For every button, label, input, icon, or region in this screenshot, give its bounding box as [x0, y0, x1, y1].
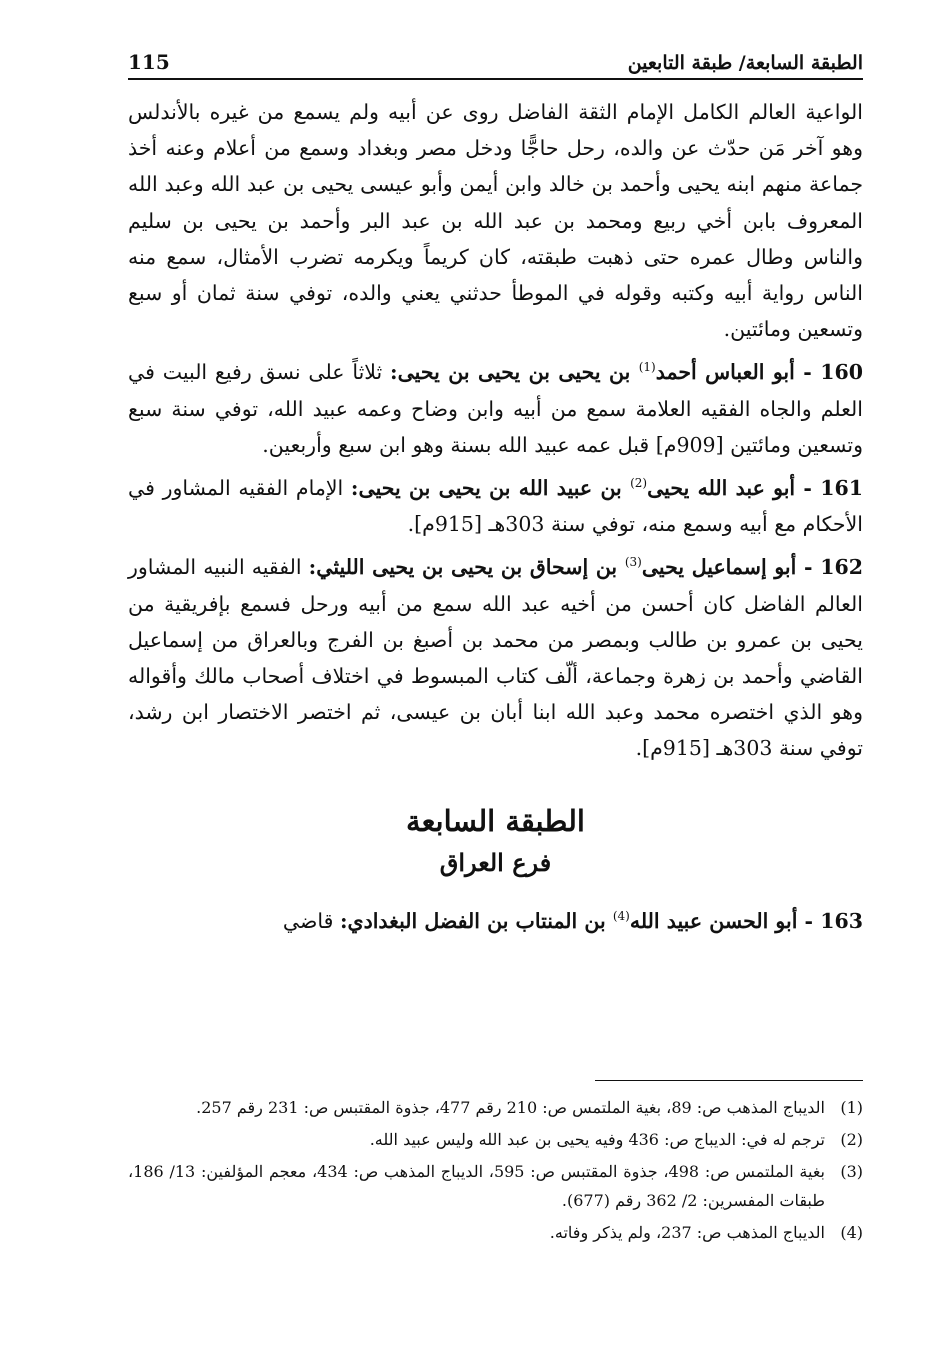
footnote-ref[interactable]: (2): [630, 476, 648, 491]
footnote-text: ترجم له في: الديباج ص: 436 وفيه يحيى بن عبد الله وليس عبيد الله.: [369, 1130, 825, 1149]
entry-heading-rest: بن المنتاب بن الفضل البغدادي:: [339, 908, 613, 933]
entry-heading: 162 - أبو إسماعيل يحيى: [641, 555, 863, 580]
entry-heading-rest: بن إسحاق بن يحيى بن يحيى الليثي:: [308, 555, 625, 580]
running-header: [128, 40, 863, 80]
section-title: الطبقة السابعة: [406, 803, 585, 838]
entry-160: [128, 354, 863, 463]
entry-text: الفقيه النبيه المشاور العالم الفاضل كان أحسن من أخيه عبد الله سمع من أبيه ورحل فسمع بإفريقية من يحيى بن عمرو بن طالب وبمصر من محمد بن أصبغ بن الفرج وبالعراق من إسماعيل القاضي وأحمد بن زهرة وجماعة، ألّف كتاب المبسوط في اختلاف أصحاب مالك وأقواله وهو الذي اختصره محمد وعبد الله ابنا أبان بن عيسى، ثم اختصر الاختصار ابن رشد، توفي سنة 303هـ [915م].: [128, 555, 863, 761]
main-text: [128, 94, 863, 939]
footnote-number: (2): [840, 1130, 863, 1149]
entry-text: الإمام الفقيه المشاور في الأحكام مع أبيه وسمع منه، توفي سنة 303هـ [915م].: [128, 476, 863, 537]
footnote-4: [128, 1218, 863, 1247]
footnote-text: بغية الملتمس ص: 498، جذوة المقتبس ص: 595، الديباج المذهب ص: 434، معجم المؤلفين: 13/ 186، طبقات المفسرين: 2/ 362 رقم (677).: [128, 1162, 826, 1210]
entry-text: ثلاثاً على نسق رفيع البيت في العلم والجاه الفقيه العلامة سمع من أبيه وابن وضاح وعمه عبيد الله، توفي سنة سبع وتسعين ومائتين [909م] قبل عمه عبيد الله بسنة وهو ابن سبع وأربعين.: [128, 360, 863, 457]
entry-text: قاضي: [282, 908, 340, 933]
footnote-2: [128, 1125, 863, 1154]
footnotes: [128, 1080, 863, 1250]
running-title: الطبقة السابعة/ طبقة التابعين: [627, 52, 863, 74]
entry-heading: 160 - أبو العباس أحمد: [655, 360, 863, 385]
entry-162: [128, 549, 863, 766]
page: [128, 40, 863, 939]
page-number: 115: [128, 50, 170, 74]
intro-paragraph: الواعية العالم الكامل الإمام الثقة الفاضل روى عن أبيه ولم يسمع من غيره بالأندلس وهو آخر مَن حدّث عن والده، رحل حاجًّا ودخل مصر وبغداد وسمع من أعلام وعنه أخذ جماعة منهم ابنه يحيى وأحمد بن خالد وابن أيمن وأبو عيسى يحيى بن عبد الله وعبد الله المعروف بابن أخي ربيع ومحمد بن عبد الله بن عبد البر وأحمد بن يحيى بن سليم والناس وطال عمره حتى ذهبت طبقته، كان كريماً ويكرمه تضرب الأمثال، سمع منه الناس رواية أبيه وكتبه وقوله في الموطأ حدثني يعني والده، توفي سنة ثمان أو سبع وتسعين ومائتين.: [128, 100, 863, 342]
section-subtitle: فرع العراق: [439, 847, 552, 877]
entry-heading-rest: بن يحيى بن يحيى بن يحيى:: [390, 360, 639, 385]
footnote-ref[interactable]: (1): [638, 360, 656, 375]
footnote-3: [128, 1157, 863, 1215]
footnote-text: الديباج المذهب ص: 237، ولم يذكر وفاته.: [549, 1223, 825, 1242]
footnote-ref[interactable]: (3): [624, 555, 642, 570]
entry-161: [128, 470, 863, 542]
footnote-ref[interactable]: (4): [612, 908, 630, 923]
entry-heading: 163 - أبو الحسن عبيد الله: [629, 908, 863, 933]
footnote-1: [128, 1093, 863, 1122]
footnote-number: (1): [840, 1098, 863, 1117]
footnote-number: (4): [840, 1223, 863, 1242]
footnote-rule: [595, 1080, 863, 1081]
footnote-text: الديباج المذهب ص: 89، بغية الملتمس ص: 210 رقم 477، جذوة المقتبس ص: 231 رقم 257.: [196, 1098, 825, 1117]
footnote-number: (3): [840, 1162, 863, 1181]
entry-163: [128, 903, 863, 939]
entry-heading: 161 - أبو عبد الله يحيى: [647, 476, 864, 501]
entry-heading-rest: بن عبيد الله بن يحيى بن يحيى:: [350, 476, 631, 501]
